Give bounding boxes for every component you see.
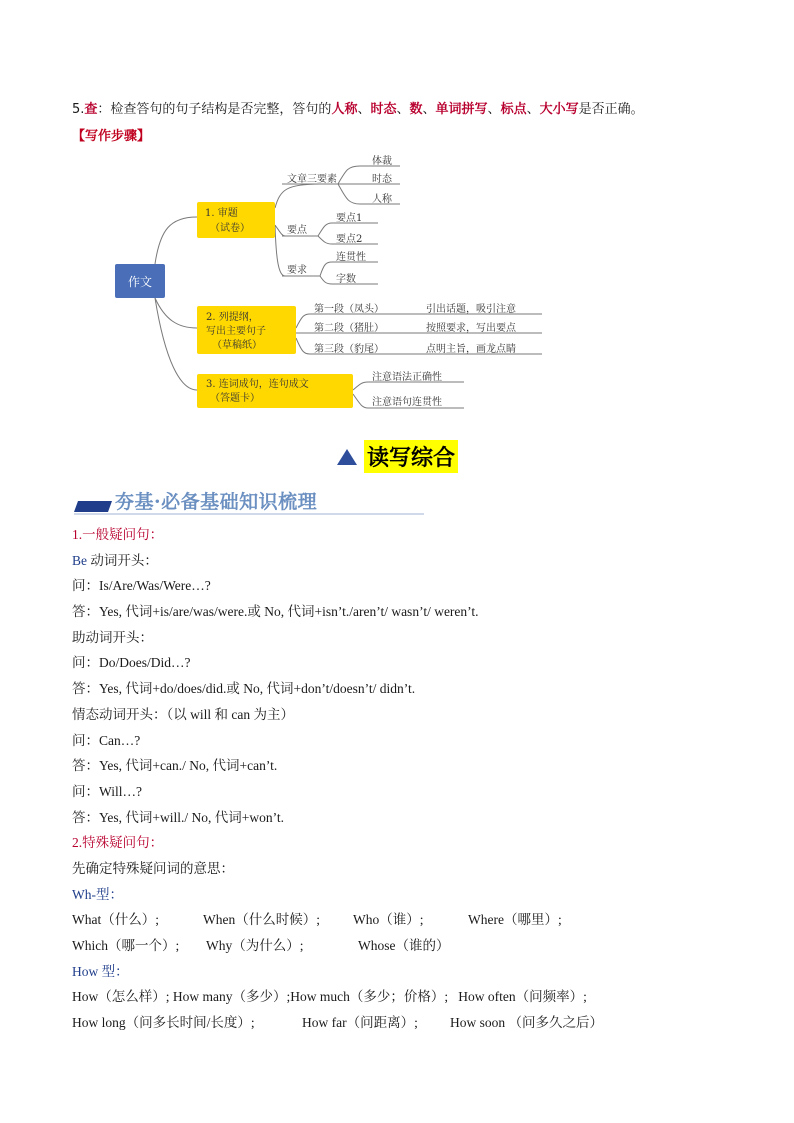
wh-whose: Whose（谁的）	[358, 938, 450, 953]
wh-which: Which（哪一个）;	[72, 938, 180, 953]
aux-verb-heading: 助动词开头：	[72, 629, 153, 645]
aux-answer: 答：Yes, 代词+do/does/did.或 No, 代词+don’t/doesn’t/ didn’t.	[72, 681, 416, 697]
branch-review-line1: 1. 审题	[205, 208, 238, 219]
sep: 、	[487, 102, 501, 117]
sep: 、	[357, 102, 371, 117]
wh-when: When（什么时候）;	[203, 912, 320, 928]
mindmap-root-label: 作文	[127, 275, 153, 289]
can-answer: 答：Yes, 代词+can./ No, 代词+can’t.	[72, 758, 278, 774]
highlight-person: 人称	[331, 102, 358, 117]
edge-root-b3	[155, 298, 197, 390]
branch-outline-line3: （草稿纸）	[212, 340, 262, 351]
triangle-icon	[336, 448, 358, 466]
wh-row-1	[72, 907, 603, 933]
knowledge-banner	[74, 485, 424, 517]
how-row-1: How（怎么样）; How many（多少）;How much（多少；价格）; How often（问频率）;	[72, 989, 587, 1005]
wh-where: Where（哪里）;	[468, 912, 562, 928]
node-points: 要点	[287, 225, 307, 236]
tip-first: 引出话题，吸引注意	[426, 304, 516, 315]
wh-type-heading: Wh-型：	[72, 886, 123, 902]
wh-what: What（什么）;	[72, 912, 159, 928]
be-verb-heading-text: Be 动词开头：	[72, 552, 158, 568]
how-long: How long（问多长时间/长度）;	[72, 1015, 255, 1031]
how-type-heading: How 型：	[72, 963, 129, 979]
edge-b1-elements	[275, 184, 320, 208]
branch-compose-line2: （答题卡）	[210, 393, 260, 404]
step5-text-a: ：检查答句的句子结构是否完整，答句的	[97, 102, 332, 117]
will-question: 问：Will…?	[72, 783, 142, 799]
branch-compose-line1: 3. 连词成句，连句成文	[206, 379, 309, 390]
knowledge-content	[72, 522, 603, 1036]
node-requirements: 要求	[287, 265, 307, 276]
writing-steps-heading: 【写作步骤】	[72, 129, 151, 144]
leaf-word-count: 字数	[336, 274, 356, 285]
wh-who: Who（谁）;	[353, 912, 424, 928]
wh-why: Why（为什么）;	[206, 938, 304, 953]
be-question: 问：Is/Are/Was/Were…?	[72, 578, 211, 594]
how-row-2	[72, 1010, 603, 1036]
section-title-label: 读写综合	[364, 440, 458, 473]
sep: 、	[396, 102, 410, 117]
heading-general-question: 1.一般疑问句：	[72, 527, 164, 542]
intro-line: 先确定特殊疑问词的意思：	[72, 860, 234, 876]
wh-row-2	[72, 933, 603, 959]
aux-question: 问：Do/Does/Did…?	[72, 655, 191, 671]
para-second: 第二段（猪肚）	[314, 323, 384, 334]
para-third: 第三段（豹尾）	[314, 344, 384, 355]
leaf-genre: 体裁	[372, 156, 392, 167]
edge-root-b1	[155, 217, 197, 264]
step5-line	[72, 98, 644, 117]
leaf-grammar: 注意语法正确性	[372, 372, 442, 383]
writing-mindmap	[110, 150, 560, 420]
leaf-cohesion: 注意语句连贯性	[372, 397, 442, 408]
heading-special-question: 2.特殊疑问句：	[72, 835, 164, 851]
step5-keyword: 查	[84, 102, 98, 117]
branch-outline-line1: 2. 列提纲，	[206, 312, 259, 323]
leaf-point1: 要点1	[336, 213, 363, 224]
section-title	[0, 440, 794, 473]
node-three-elements: 文章三要素	[287, 174, 337, 185]
highlight-tense: 时态	[370, 102, 397, 117]
leaf-person: 人称	[372, 194, 392, 205]
leaf-point2: 要点2	[336, 234, 363, 245]
banner-title: 夯基·必备基础知识梳理	[115, 491, 318, 513]
sep: 、	[422, 102, 436, 117]
how-soon: How soon （问多久之后）	[450, 1015, 604, 1031]
be-answer: 答：Yes, 代词+is/are/was/were.或 No, 代词+isn’t./aren’t/ wasn’t/ weren’t.	[72, 604, 479, 620]
leaf-coherence: 连贯性	[336, 252, 366, 263]
will-answer: 答：Yes, 代词+will./ No, 代词+won’t.	[72, 809, 284, 825]
be-verb-heading	[72, 548, 603, 574]
can-question: 问：Can…?	[72, 732, 141, 748]
how-far: How far（问距离）;	[302, 1015, 418, 1031]
highlight-punctuation: 标点	[500, 102, 527, 117]
sep: 、	[526, 102, 540, 117]
branch-outline-line2: 写出主要句子	[206, 326, 266, 337]
step5-number: 5.	[72, 102, 85, 117]
tip-second: 按照要求，写出要点	[426, 323, 516, 334]
leaf-tense: 时态	[372, 174, 392, 185]
edge-b1-points	[275, 225, 285, 236]
branch-review-line2: （试卷）	[210, 223, 250, 234]
modal-verb-heading: 情态动词开头：（以 will 和 can 为主）	[72, 706, 294, 722]
edge-root-b2	[155, 298, 197, 328]
highlight-spelling: 单词拼写	[435, 102, 488, 117]
para-first: 第一段（凤头）	[314, 304, 384, 315]
step5-text-b: 是否正确。	[578, 102, 644, 117]
tip-third: 点明主旨，画龙点睛	[426, 344, 516, 355]
highlight-number: 数	[409, 102, 423, 117]
highlight-capitalization: 大小写	[539, 102, 579, 117]
